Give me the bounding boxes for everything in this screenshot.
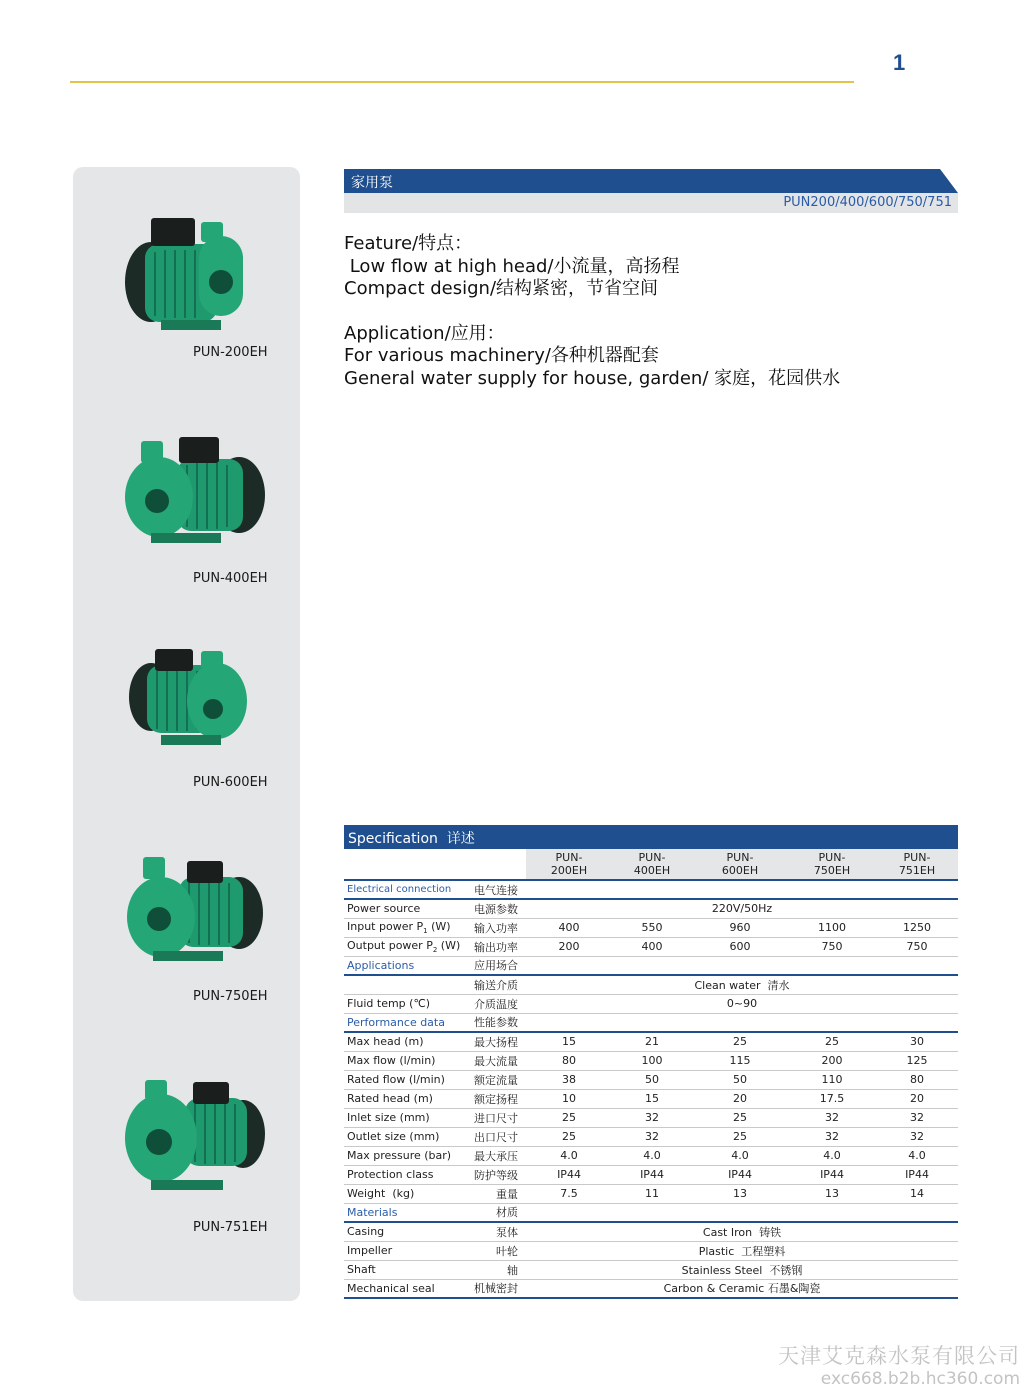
title-bar-shape: [344, 169, 958, 193]
cell-value: 32: [612, 1108, 692, 1127]
model-line: PUN-: [638, 851, 666, 864]
cell-value: 4.0: [876, 1146, 958, 1165]
cell-value: 200: [526, 937, 612, 956]
table-row: [344, 1260, 958, 1279]
label-text: Output power P: [347, 938, 433, 952]
row-label: Inlet size (mm): [344, 1108, 464, 1127]
row-label: Shaft: [344, 1260, 464, 1279]
label-text: Input power P: [347, 919, 424, 933]
cell-value: 115: [692, 1051, 788, 1070]
table-row: [344, 1146, 958, 1165]
row-value: Carbon & Ceramic 石墨&陶瓷: [526, 1279, 958, 1298]
section-label: Applications: [344, 956, 464, 975]
watermark-company: 天津艾克森水泵有限公司: [778, 1344, 1020, 1368]
table-row: [344, 1051, 958, 1070]
cell-value: 11: [612, 1184, 692, 1203]
product-label: PUN-750EH: [193, 989, 268, 1004]
cell-value: 32: [876, 1108, 958, 1127]
model-header-cell: [692, 849, 788, 880]
pump-751eh-image: [121, 1080, 271, 1210]
model-header-cell: [526, 849, 612, 880]
row-label: Protection class: [344, 1165, 464, 1184]
application-item: General water supply for house, garden/ 家庭，花园供水: [344, 367, 841, 389]
cell-value: 25: [788, 1032, 876, 1051]
model-header-row: [344, 849, 958, 880]
cell-value: 25: [692, 1127, 788, 1146]
cell-value: 32: [788, 1127, 876, 1146]
row-label-cn: 最大扬程: [464, 1032, 526, 1051]
feature-item: Compact design/结构紧密，节省空间: [344, 278, 659, 300]
row-label: [344, 918, 464, 937]
blank-cell: [526, 1013, 958, 1032]
section-row-electrical: [344, 880, 958, 899]
cell-value: 80: [876, 1070, 958, 1089]
row-label-cn: 输出功率: [464, 937, 526, 956]
product-label: PUN-400EH: [193, 571, 268, 586]
cell-value: 100: [612, 1051, 692, 1070]
row-label-cn: 防护等级: [464, 1165, 526, 1184]
cell-value: 20: [692, 1089, 788, 1108]
cell-value: 1250: [876, 918, 958, 937]
cell-value: 15: [526, 1032, 612, 1051]
section-row-performance: [344, 1013, 958, 1032]
model-line: 400EH: [633, 864, 671, 877]
application-item: For various machinery/各种机器配套: [344, 345, 659, 367]
row-value: Cast Iron 铸铁: [526, 1222, 958, 1241]
category-title: 家用泵: [351, 175, 393, 191]
row-label: Rated head (m): [344, 1089, 464, 1108]
feature-item: Low flow at high head/小流量，高扬程: [344, 255, 680, 277]
row-label: Power source: [344, 899, 464, 918]
product-label: PUN-600EH: [193, 775, 268, 790]
section-label-cn: 性能参数: [464, 1013, 526, 1032]
cell-value: 25: [692, 1108, 788, 1127]
model-range-band: [344, 193, 958, 213]
row-label-cn: 出口尺寸: [464, 1127, 526, 1146]
cell-value: 17.5: [788, 1089, 876, 1108]
section-label-cn: 材质: [464, 1203, 526, 1222]
model-line: PUN-: [555, 851, 583, 864]
cell-value: IP44: [526, 1165, 612, 1184]
row-label-cn: 泵体: [464, 1222, 526, 1241]
pump-400eh-image: [121, 437, 271, 567]
row-label-cn: 电源参数: [464, 899, 526, 918]
model-line: PUN-: [818, 851, 846, 864]
cell-value: 15: [612, 1089, 692, 1108]
section-row-applications: [344, 956, 958, 975]
spec-title: Specification 详述: [348, 831, 475, 847]
label-subscript: 1: [423, 927, 428, 936]
model-line: 600EH: [721, 864, 759, 877]
cell-value: 30: [876, 1032, 958, 1051]
section-label-cn: 电气连接: [464, 880, 526, 899]
table-row: [344, 899, 958, 918]
model-line: PUN-: [903, 851, 931, 864]
row-label: Max pressure (bar): [344, 1146, 464, 1165]
row-label-cn: 额定流量: [464, 1070, 526, 1089]
cell-value: IP44: [612, 1165, 692, 1184]
row-label-cn: 额定扬程: [464, 1089, 526, 1108]
row-value: Clean water 清水: [526, 975, 958, 994]
cell-value: 550: [612, 918, 692, 937]
cell-value: 7.5: [526, 1184, 612, 1203]
model-line: 751EH: [898, 864, 936, 877]
model-line: PUN-: [726, 851, 754, 864]
header-blank-cell: [344, 849, 526, 880]
row-label-cn: 最大承压: [464, 1146, 526, 1165]
table-row: [344, 1222, 958, 1241]
blank-cell: [526, 880, 958, 899]
cell-value: 13: [788, 1184, 876, 1203]
feature-title: Feature/特点：: [344, 233, 473, 254]
cell-value: 50: [612, 1070, 692, 1089]
section-label: Performance data: [344, 1013, 464, 1032]
table-row: [344, 918, 958, 937]
row-label: Rated flow (l/min): [344, 1070, 464, 1089]
cell-value: 32: [612, 1127, 692, 1146]
cell-value: 200: [788, 1051, 876, 1070]
cell-value: 750: [876, 937, 958, 956]
section-label-cn: 应用场合: [464, 956, 526, 975]
cell-value: 110: [788, 1070, 876, 1089]
watermark-url: exc668.b2b.hc360.com: [820, 1369, 1020, 1389]
table-row: [344, 1127, 958, 1146]
cell-value: 1100: [788, 918, 876, 937]
page-number: 1: [893, 50, 906, 75]
pump-750eh-image: [121, 857, 271, 987]
row-value: 220V/50Hz: [526, 899, 958, 918]
cell-value: 13: [692, 1184, 788, 1203]
cell-value: 600: [692, 937, 788, 956]
cell-value: 20: [876, 1089, 958, 1108]
cell-value: 400: [526, 918, 612, 937]
table-row: [344, 975, 958, 994]
blank-cell: [526, 1203, 958, 1222]
row-label: Casing: [344, 1222, 464, 1241]
table-row: [344, 1241, 958, 1260]
table-row: [344, 1108, 958, 1127]
table-row: [344, 1279, 958, 1298]
row-label: Outlet size (mm): [344, 1127, 464, 1146]
row-value: Stainless Steel 不锈钢: [526, 1260, 958, 1279]
product-label: PUN-200EH: [193, 345, 268, 360]
row-value: Plastic 工程塑料: [526, 1241, 958, 1260]
section-row-materials: [344, 1203, 958, 1222]
cell-value: 125: [876, 1051, 958, 1070]
row-label: Weight (kg): [344, 1184, 464, 1203]
cell-value: 25: [526, 1108, 612, 1127]
model-line: 750EH: [813, 864, 851, 877]
watermark: [754, 1343, 1020, 1389]
cell-value: 14: [876, 1184, 958, 1203]
row-label: Mechanical seal: [344, 1279, 464, 1298]
product-sidebar: [73, 167, 300, 1301]
cell-value: 32: [876, 1127, 958, 1146]
row-label-cn: 机械密封: [464, 1279, 526, 1298]
row-label: Max head (m): [344, 1032, 464, 1051]
row-label: Impeller: [344, 1241, 464, 1260]
row-label: Max flow (l/min): [344, 1051, 464, 1070]
model-header-cell: [876, 849, 958, 880]
spec-table: [344, 849, 958, 1299]
row-label-cn: 最大流量: [464, 1051, 526, 1070]
label-unit: (W): [427, 919, 451, 933]
row-label: Fluid temp (℃): [344, 994, 464, 1013]
cell-value: IP44: [788, 1165, 876, 1184]
application-title: Application/应用：: [344, 322, 505, 344]
row-label: [344, 975, 464, 994]
blank-cell: [526, 956, 958, 975]
table-row: [344, 1089, 958, 1108]
table-row: [344, 994, 958, 1013]
section-label: Materials: [344, 1203, 464, 1222]
model-range: PUN200/400/600/750/751: [783, 195, 952, 210]
cell-value: IP44: [876, 1165, 958, 1184]
table-row: [344, 1165, 958, 1184]
cell-value: 4.0: [692, 1146, 788, 1165]
top-divider: [70, 81, 854, 83]
model-line: 200EH: [550, 864, 588, 877]
row-label: [344, 937, 464, 956]
product-label: PUN-751EH: [193, 1220, 268, 1235]
table-row: [344, 1184, 958, 1203]
label-subscript: 2: [432, 946, 438, 955]
cell-value: 38: [526, 1070, 612, 1089]
spacer: [344, 301, 840, 323]
cell-value: 25: [692, 1032, 788, 1051]
cell-value: 400: [612, 937, 692, 956]
cell-value: 50: [692, 1070, 788, 1089]
cell-value: 32: [788, 1108, 876, 1127]
row-value: 0~90: [526, 994, 958, 1013]
cell-value: 960: [692, 918, 788, 937]
cell-value: 4.0: [788, 1146, 876, 1165]
table-row: [344, 937, 958, 956]
row-label-cn: 重量: [464, 1184, 526, 1203]
row-label-cn: 进口尺寸: [464, 1108, 526, 1127]
row-label-cn: 输送介质: [464, 975, 526, 994]
table-row: [344, 1070, 958, 1089]
cell-value: 25: [526, 1127, 612, 1146]
section-label: Electrical connection: [344, 880, 464, 899]
row-label-cn: 介质温度: [464, 994, 526, 1013]
category-title-bar: [344, 169, 958, 193]
row-label-cn: 轴: [464, 1260, 526, 1279]
model-header-cell: [612, 849, 692, 880]
features-block: [344, 233, 840, 391]
cell-value: 750: [788, 937, 876, 956]
pump-200eh-image: [121, 212, 271, 342]
table-row: [344, 1032, 958, 1051]
row-label-cn: 叶轮: [464, 1241, 526, 1260]
cell-value: 21: [612, 1032, 692, 1051]
row-label-cn: 输入功率: [464, 918, 526, 937]
model-header-cell: [788, 849, 876, 880]
cell-value: 10: [526, 1089, 612, 1108]
cell-value: 4.0: [526, 1146, 612, 1165]
label-unit: (W): [437, 938, 461, 952]
cell-value: IP44: [692, 1165, 788, 1184]
cell-value: 80: [526, 1051, 612, 1070]
cell-value: 4.0: [612, 1146, 692, 1165]
spec-header: [344, 825, 958, 849]
pump-600eh-image: [121, 647, 271, 777]
